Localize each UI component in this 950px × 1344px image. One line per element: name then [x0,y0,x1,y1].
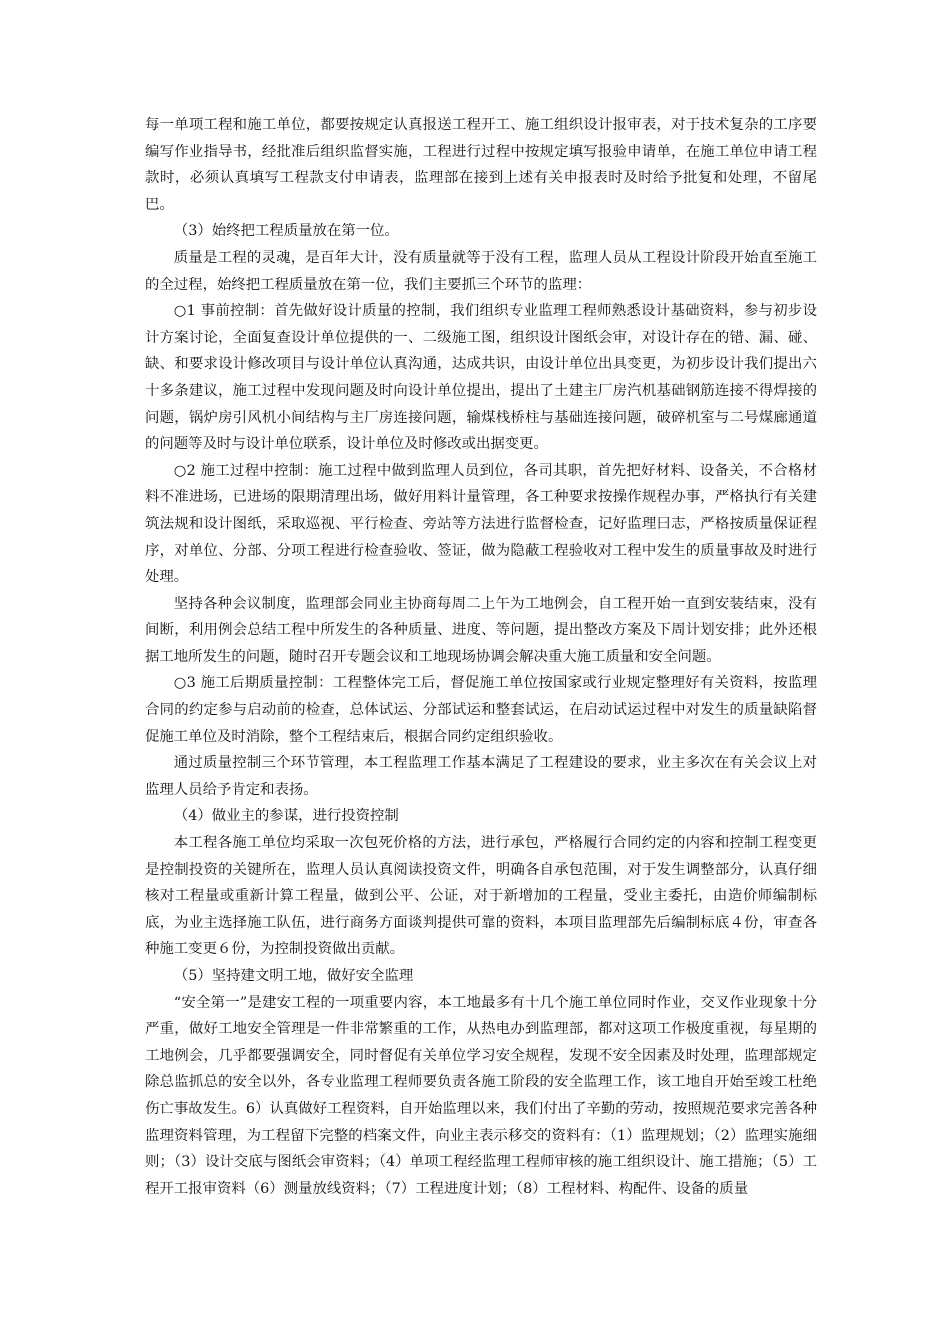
paragraph-intro: 每一单项工程和施工单位，都要按规定认真报送工程开工、施工组织设计报审表，对于技术复杂的工序要编写作业指导书，经批准后组织监督实施，工程进行过程中按规定填写报验申请单，在施工单位申请工程款时，必须认真填写工程款支付申请表，监理部在接到上述有关申报表时及时给予批复和处理，不留尾巴。 [145,117,817,213]
paragraph-quality-soul: 质量是工程的灵魂，是百年大计，没有质量就等于没有工程，监理人员从工程设计阶段开始直至施工的全过程，始终把工程质量放在第一位，我们主要抓三个环节的监理： [145,249,817,293]
paragraph-post-control: ○3 施工后期质量控制：工程整体完工后，督促施工单位按国家或行业规定整理好有关资料，按监理合同的约定参与启动前的检查，总体试运、分部试运和整套试运，在启动试运过程中对发生的质量缺陷督促施工单位及时消除，整个工程结束后，根据合同约定组织验收。 [145,675,817,745]
paragraph-safety-and-records: “安全第一”是建安工程的一项重要内容，本工地最多有十几个施工单位同时作业，交叉作业现象十分严重，做好工地安全管理是一件非常繁重的工作，从热电办到监理部，都对这项工作极度重视，每星期的工地例会，几乎都要强调安全，同时督促有关单位学习安全规程，发现不安全因素及时处理，监理部规定除总监抓总的安全以外，各专业监理工程师要负责各施工阶段的安全监理工作，该工地自开始至竣工杜绝伤亡事故发生。6）认真做好工程资料，自开始监理以来，我们付出了辛勤的劳动，按照规范要求完善各种监理资料管理，为工程留下完整的档案文件，向业主表示移交的资料有：（1）监理规划；（2）监理实施细则；（3）设计交底与图纸会审资料；（4）单项工程经监理工程师审核的施工组织设计、施工措施；（5）工程开工报审资料（6）测量放线资料；（7）工程进度计划；（8）工程材料、构配件、设备的质量 [145,994,817,1197]
heading-civilized-site: （5）坚持建文明工地，做好安全监理 [173,968,414,984]
paragraph-investment-control: 本工程各施工单位均采取一次包死价格的方法，进行承包，严格履行合同约定的内容和控制工程变更是控制投资的关键所在，监理人员认真阅读投资文件，明确各自承包范围，对于发生调整部分，认真仔细核对工程量或重新计算工程量，做到公平、公证，对于新增加的工程量，受业主委托，由造价师编制标底，为业主选择施工队伍，进行商务方面谈判提供可靠的资料，本项目监理部先后编制标底４份，审查各种施工变更６份，为控制投资做出贡献。 [145,835,817,958]
heading-quality-first: （3）始终把工程质量放在第一位。 [173,223,399,240]
paragraph-quality-summary: 通过质量控制三个环节管理，本工程监理工作基本满足了工程建设的要求，业主多次在有关会议上对监理人员给予肯定和表扬。 [145,755,817,798]
paragraph-pre-control: ○1 事前控制：首先做好设计质量的控制，我们组织专业监理工程师熟悉设计基础资料，参与初步设计方案讨论，全面复查设计单位提供的一、二级施工图，组织设计图纸会审，对设计存在的错、漏、碰、缺、和要求设计修改项目与设计单位认真沟通，达成共识，由设计单位出具变更，为初步设计我们提出六十多条建议，施工过程中发现问题及时向设计单位提出，提出了土建主厂房汽机基础钢筋连接不得焊接的问题，锅炉房引风机小间结构与主厂房连接问题，输煤栈桥柱与基础连接问题，破碎机室与二号煤廊通道的问题等及时与设计单位联系，设计单位及时修改或出据变更。 [145,303,817,453]
document-body [145,112,817,1202]
paragraph-meeting-system: 坚持各种会议制度，监理部会同业主协商每周二上午为工地例会，自工程开始一直到安装结束，没有间断，利用例会总结工程中所发生的各种质量、进度、等问题，提出整改方案及下周计划安排；此外还根据工地所发生的问题，随时召开专题会议和工地现场协调会解决重大施工质量和安全问题。 [145,595,817,665]
heading-investment-control: （4）做业主的参谋，进行投资控制 [173,808,399,825]
paragraph-process-control: ○2 施工过程中控制：施工过程中做到监理人员到位，各司其职，首先把好材料、设备关，不合格材料不准进场，已进场的限期清理出场，做好用料计量管理，各工种要求按操作规程办事，严格执行有关建筑法规和设计图纸，采取巡视、平行检查、旁站等方法进行监督检查，记好监理曰志，严格按质量保证程序，对单位、分部、分项工程进行检查验收、签证，做为隐蔽工程验收对工程中发生的质量事故及时进行处理。 [145,462,817,586]
